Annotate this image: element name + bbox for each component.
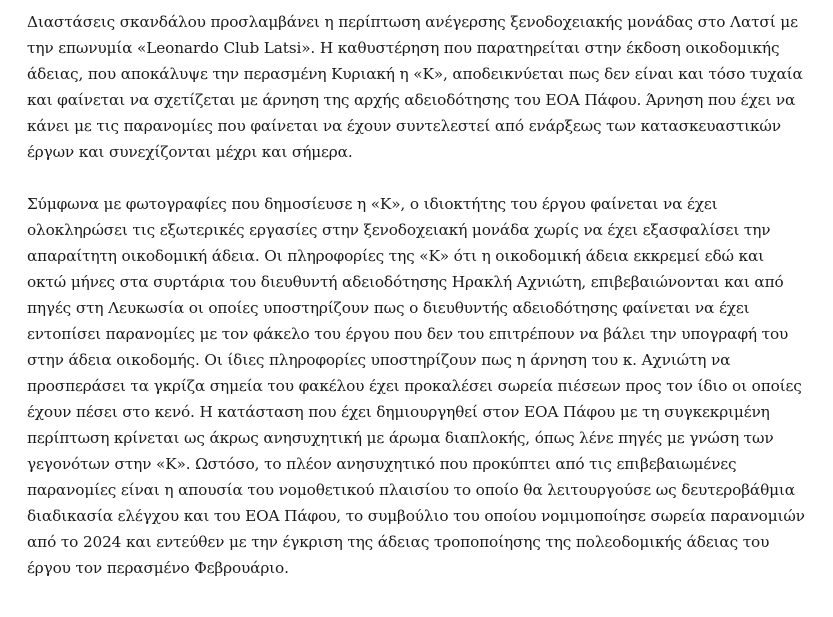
article-paragraph-2: Σύμφωνα με φωτογραφίες που δημοσίευσε η «Κ», ο ιδιοκτήτης του έργου φαίνεται να έχει ολοκληρώσει τις εξωτερικές εργασίες στην ξενοδοχειακή μονάδα χωρίς να έχει εξασφαλίσει την απαραίτητη οικοδομική άδεια. Οι πληροφορίες της «Κ» ότι η οικοδομική άδεια εκκρεμεί εδώ και οκτώ μήνες στα συρτάρια του διευθυντή αδειοδότησης Ηρακλή Αχνιώτη, επιβεβαιώνονται και από πηγές στη Λευκωσία οι οποίες υποστηρίζουν πως ο διευθυντής αδειοδότησης φαίνεται να έχει εντοπίσει παρανομίες με τον φάκελο του έργου που δεν του επιτρέπουν να βάλει την υπογραφή του στην άδεια οικοδομής. Οι ίδιες πληροφορίες υποστηρίζουν πως η άρνηση του κ. Αχνιώτη να προσπεράσει τα γκρίζα σημεία του φακέλου έχει προκαλέσει σωρεία πιέσεων προς τον ίδιο οι οποίες έχουν πέσει στο κενό. Η κατάσταση που έχει δημιουργηθεί στον ΕΟΑ Πάφου με τη συγκεκριμένη περίπτωση κρίνεται ως άκρως ανησυχητική με άρωμα διαπλοκής, όπως λένε πηγές με γνώση των γεγονότων στην «Κ». Ωστόσο, το πλέον ανησυχητικό που προκύπτει από τις επιβεβαιωμένες παρανομίες είναι η απουσία του νομοθετικού πλαισίου το οποίο θα λειτουργούσε ως δευτεροβάθμια διαδικασία ελέγχου και του ΕΟΑ Πάφου, το συμβούλιο του οποίου νομιμοποίησε σωρεία παρανομιών από το 2024 και εντεύθεν με την έγκριση της άδειας τροποποίησης της πολεοδομικής άδειας του έργου τον περασμένο Φεβρουάριο. — [27, 195, 805, 577]
article-body — [27, 9, 807, 581]
article-paragraph-1: Διαστάσεις σκανδάλου προσλαμβάνει η περίπτωση ανέγερσης ξενοδοχειακής μονάδας στο Λατσί με την επωνυμία «Leonardo Club Latsi». Η καθυστέρηση που παρατηρείται στην έκδοση οικοδομικής άδειας, που αποκάλυψε την περασμένη Κυριακή η «Κ», αποδεικνύεται πως δεν είναι και τόσο τυχαία και φαίνεται να σχετίζεται με άρνηση της αρχής αδειοδότησης του ΕΟΑ Πάφου. Άρνηση που έχει να κάνει με τις παρανομίες που φαίνεται να έχουν συντελεστεί από ενάρξεως των κατασκευαστικών έργων και συνεχίζονται μέχρι και σήμερα. — [27, 13, 803, 161]
